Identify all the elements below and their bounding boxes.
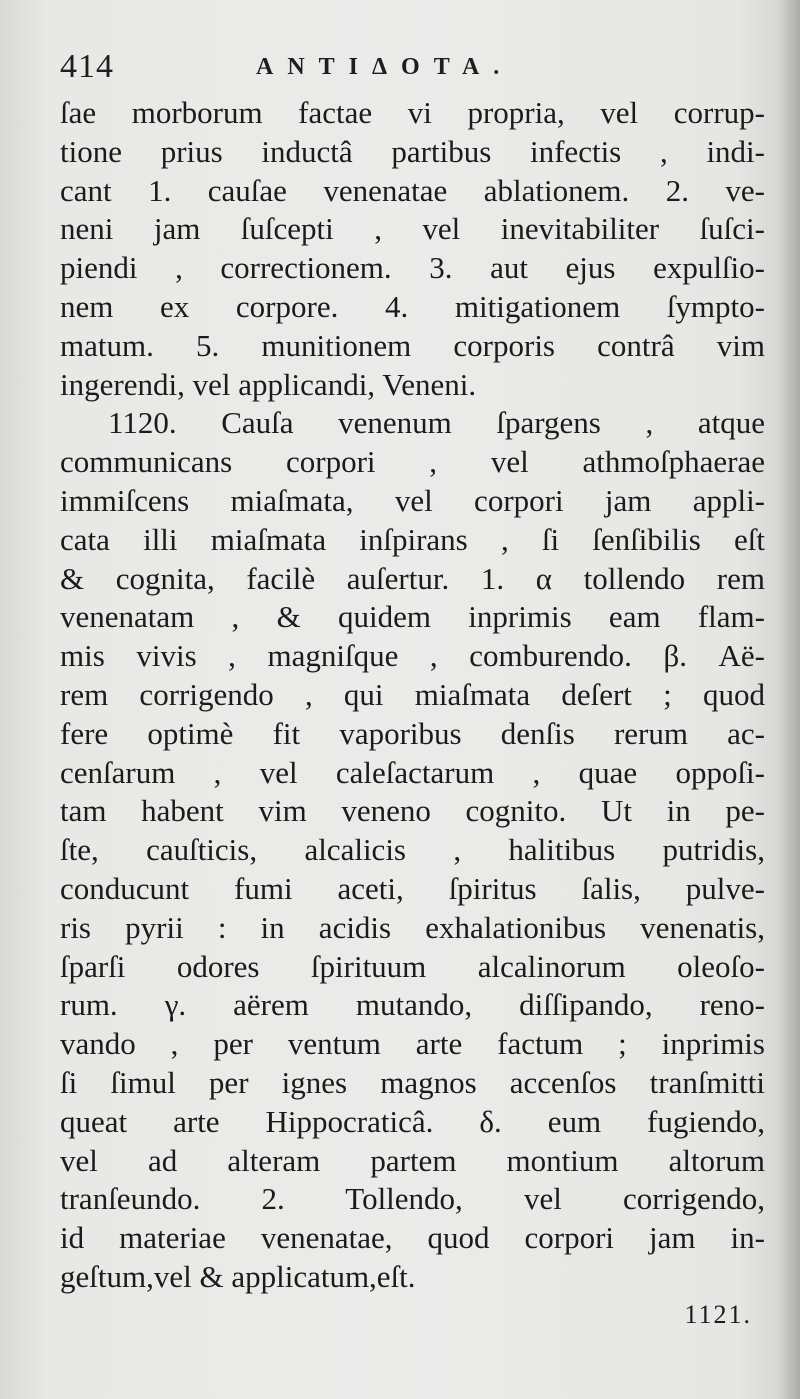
text-line: queat arte Hippocraticâ. δ. eum fugiendo, bbox=[60, 1103, 765, 1139]
text-line: ſae morborum factae vi propria, vel corrup- bbox=[60, 95, 765, 130]
text-line: cant 1. cauſae venenatae ablationem. 2. ve- bbox=[60, 172, 765, 208]
text-line: communicans corpori , vel athmoſphaerae bbox=[60, 444, 765, 480]
text-line: tam habent vim veneno cognito. Ut in pe- bbox=[60, 793, 765, 829]
running-title: ANTIΔOTA. bbox=[256, 54, 514, 80]
body-text bbox=[60, 94, 765, 1297]
text-line: id materiae venenatae, quod corpori jam in- bbox=[60, 1220, 765, 1256]
text-line: matum. 5. munitionem corporis contrâ vim bbox=[60, 327, 765, 363]
text-line: cata illi miaſmata inſpirans , ſi ſenſibilis eſt bbox=[60, 521, 765, 557]
text-line: rum. γ. aërem mutando, diſſipando, reno- bbox=[60, 987, 765, 1023]
catchword: 1121. bbox=[684, 1300, 752, 1329]
text-line: cenſarum , vel caleſactarum , quae oppoſi- bbox=[60, 754, 765, 790]
text-line: immiſcens miaſmata, vel corpori jam appli- bbox=[60, 482, 765, 518]
text-line: mis vivis , magniſque , comburendo. β. Aë- bbox=[60, 638, 765, 674]
text-line: tione prius inductâ partibus infectis , indi- bbox=[60, 133, 765, 169]
text-line: geſtum,vel & applicatum,eſt. bbox=[60, 1258, 416, 1294]
page-header bbox=[60, 48, 760, 94]
text-line: ris pyrii : in acidis exhalationibus venenatis, bbox=[60, 909, 765, 945]
text-line: piendi , correctionem. 3. aut ejus expulſio- bbox=[60, 250, 765, 286]
text-line: venenatam , & quidem inprimis eam flam- bbox=[60, 599, 765, 635]
page-edge-shadow bbox=[778, 0, 800, 1399]
text-line: rem corrigendo , qui miaſmata deſert ; quod bbox=[60, 676, 765, 712]
text-line: neni jam ſuſcepti , vel inevitabiliter ſuſci- bbox=[60, 211, 765, 247]
page-number: 414 bbox=[60, 48, 114, 85]
text-line: ſte, cauſticis, alcalicis , halitibus putridis, bbox=[60, 832, 765, 868]
text-line: conducunt fumi aceti, ſpiritus ſalis, pulve- bbox=[60, 870, 765, 906]
text-line: fere optimè fit vaporibus denſis rerum ac- bbox=[60, 715, 765, 751]
text-line: ſparſi odores ſpirituum alcalinorum oleoſo- bbox=[60, 948, 765, 984]
text-line: nem ex corpore. 4. mitigationem ſympto- bbox=[60, 288, 765, 324]
text-line: ſi ſimul per ignes magnos accenſos tranſmitti bbox=[60, 1064, 765, 1100]
text-line: vel ad alteram partem montium altorum bbox=[60, 1142, 765, 1178]
paragraph-start-line: 1120. Cauſa venenum ſpargens , atque bbox=[108, 405, 765, 441]
text-line: vando , per ventum arte factum ; inprimis bbox=[60, 1026, 765, 1062]
text-line: & cognita, facilè auſertur. 1. α tollendo rem bbox=[60, 560, 765, 596]
text-line: ingerendi, vel applicandi, Veneni. bbox=[60, 366, 477, 402]
text-line: tranſeundo. 2. Tollendo, vel corrigendo, bbox=[60, 1181, 765, 1217]
